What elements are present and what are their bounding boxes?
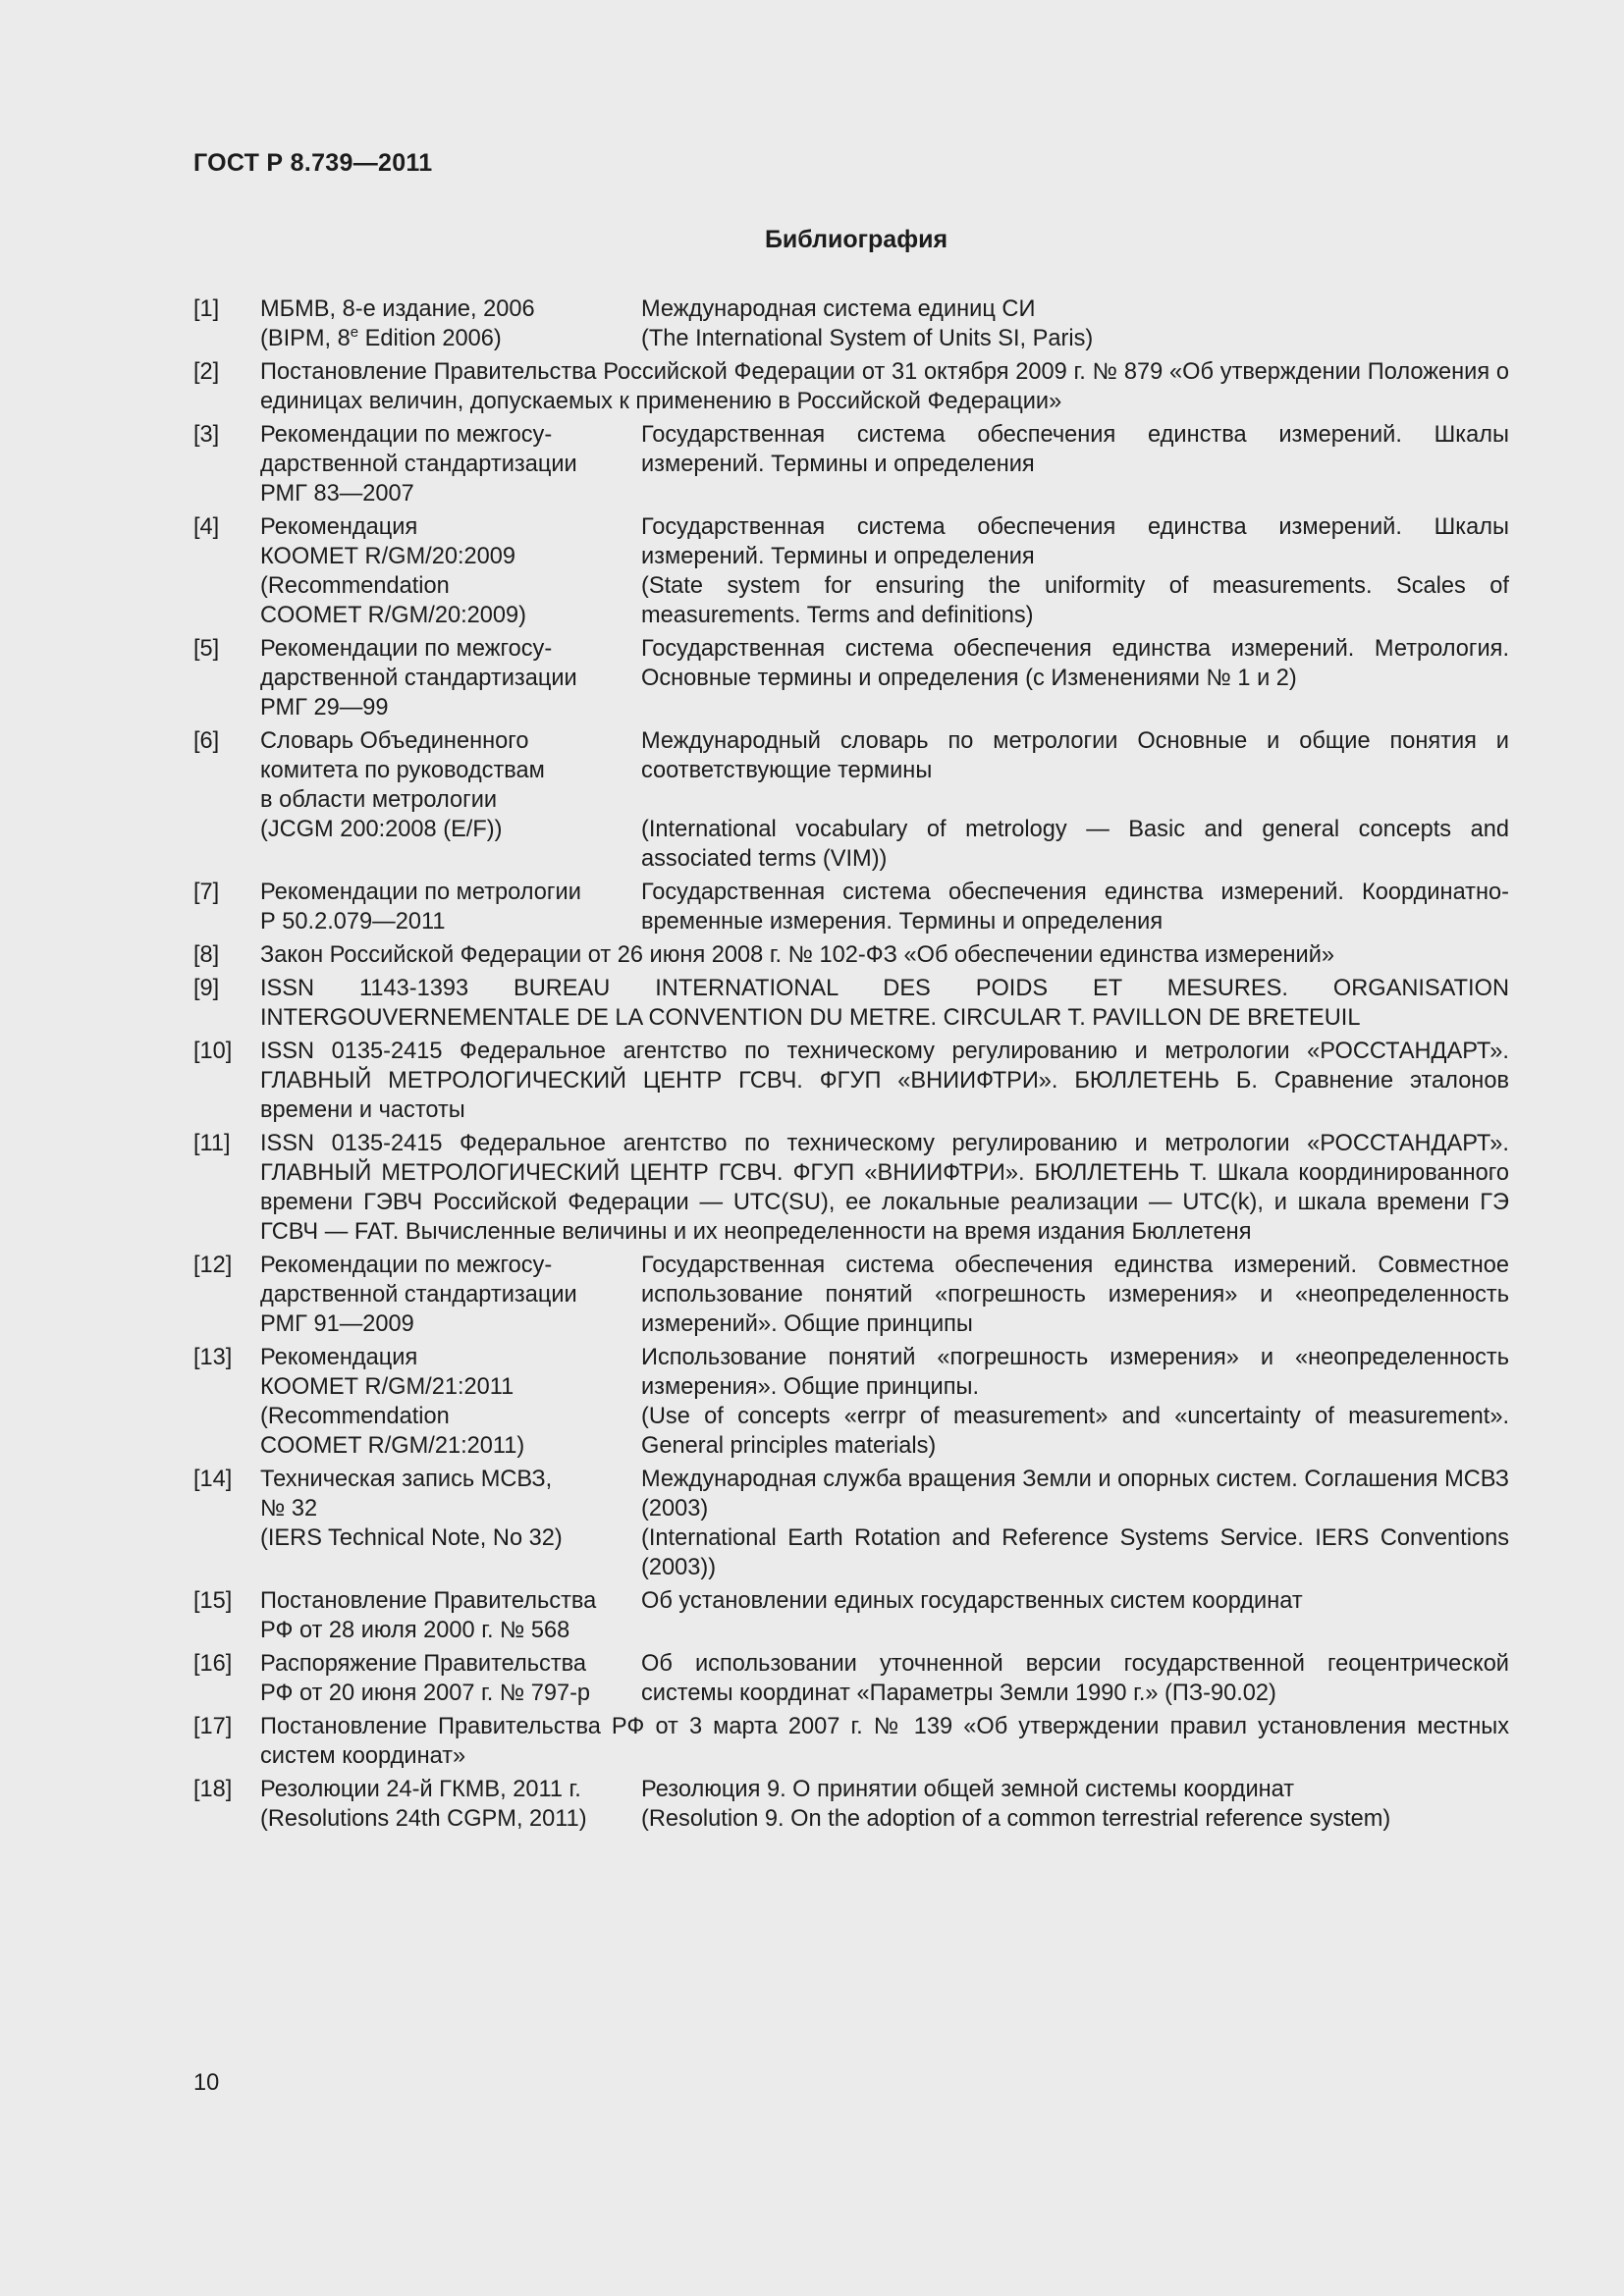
entry-text: ISSN 1143-1393 BUREAU INTERNATIONAL DES POIDS ET MESURES. ORGANISATION INTERGOUVERNEMENTALE DE LA CONVENTION DU METRE. CIRCULAR T. PAVILLON DE BRETEUIL (260, 976, 1509, 1031)
entry-source: Рекомендации по метрологии Р 50.2.079—2011 (260, 880, 581, 934)
entry-number: [12] (193, 1253, 233, 1278)
bib-entry (193, 1343, 1509, 1461)
entry-number: [18] (193, 1777, 233, 1802)
entry-number: [14] (193, 1467, 233, 1492)
bib-entry (193, 294, 1509, 353)
entry-source: Рекомендации по межгосу- дарственной стандартизации РМГ 91—2009 (260, 1253, 577, 1337)
bib-entry (193, 420, 1509, 508)
entry-source: Рекомендация КООМЕТ R/GM/21:2011 (Recommendation COOMET R/GM/21:2011) (260, 1345, 525, 1459)
entry-number: [7] (193, 880, 220, 905)
entry-description: Международная служба вращения Земли и опорных систем. Соглашения МСВЗ (2003) (International Earth Rotation and Reference Systems Service. IERS Conventions (2003)) (641, 1467, 1509, 1580)
entry-number: [15] (193, 1588, 233, 1614)
entry-description: Резолюция 9. О принятии общей земной системы координат (Resolution 9. On the adoption of a common terrestrial reference system) (641, 1777, 1391, 1832)
bib-entry (193, 878, 1509, 936)
bib-entry (193, 1037, 1509, 1125)
page-number: 10 (193, 2070, 220, 2096)
bib-entry (193, 940, 1509, 970)
entry-source: Рекомендации по межгосу- дарственной стандартизации РМГ 83—2007 (260, 422, 577, 507)
entry-text: Закон Российской Федерации от 26 июня 2008 г. № 102-ФЗ «Об обеспечении единства измерений» (260, 942, 1335, 968)
entry-number: [9] (193, 976, 220, 1001)
entry-source: Рекомендация КООМЕТ R/GM/20:2009 (Recommendation COOMET R/GM/20:2009) (260, 514, 526, 628)
entry-number: [3] (193, 422, 220, 448)
entry-text: ISSN 0135-2415 Федеральное агентство по техническому регулированию и метрологии «РОССТАНДАРТ». ГЛАВНЫЙ МЕТРОЛОГИЧЕСКИЙ ЦЕНТР ГСВЧ. ФГУП «ВНИИФТРИ». БЮЛЛЕТЕНЬ Т. Шкала координированного времени ГЭВЧ Российской Федерации — UTC(SU), ее локальные реализации — UTC(k), и шкала времени ГЭ ГСВЧ — FAT. Вычисленные величины и их неопределенности на время издания Бюллетеня (260, 1131, 1509, 1245)
bib-entry (193, 974, 1509, 1033)
entry-description: Использование понятий «погрешность измерения» и «неопределенность измерения». Общие принципы. (Use of concepts «errpr of measurement» and «uncertainty of measurement». General principles materials) (641, 1345, 1509, 1459)
entry-number: [17] (193, 1714, 233, 1739)
entry-number: [13] (193, 1345, 233, 1370)
bib-entry (193, 1586, 1509, 1645)
entry-text: Постановление Правительства РФ от 3 марта 2007 г. № 139 «Об утверждении правил установления местных систем координат» (260, 1714, 1509, 1769)
entry-description: Об использовании уточненной версии государственной геоцентрической системы координат «Параметры Земли 1990 г.» (ПЗ-90.02) (641, 1651, 1509, 1706)
entry-description: Государственная система обеспечения единства измерений. Шкалы измерений. Термины и определения (State system for ensuring the uniformity of measurements. Scales of measurements. Terms and definitions) (641, 514, 1509, 628)
entry-source: Резолюции 24-й ГКМВ, 2011 г. (Resolutions 24th CGPM, 2011) (260, 1777, 587, 1832)
entry-source: Постановление Правительства РФ от 28 июля 2000 г. № 568 (260, 1588, 597, 1643)
page-title: Библиография (764, 226, 948, 253)
bib-entry (193, 1712, 1509, 1771)
entry-source: Рекомендации по межгосу- дарственной стандартизации РМГ 29—99 (260, 636, 577, 721)
bib-entry (193, 1465, 1509, 1582)
entry-description: Государственная система обеспечения единства измерений. Метрология. Основные термины и определения (с Изменениями № 1 и 2) (641, 636, 1509, 691)
entry-number: [1] (193, 296, 220, 322)
entry-number: [2] (193, 359, 220, 385)
bib-entry (193, 726, 1509, 874)
entry-number: [11] (193, 1131, 231, 1156)
entry-source: Техническая запись МСВЗ, № 32 (IERS Technical Note, No 32) (260, 1467, 563, 1551)
entry-description: Государственная система обеспечения единства измерений. Совместное использование понятий «погрешность измерения» и «неопределенность измерений». Общие принципы (641, 1253, 1509, 1337)
bibliography-list (193, 294, 1509, 1838)
entry-number: [4] (193, 514, 220, 540)
entry-description: Государственная система обеспечения единства измерений. Шкалы измерений. Термины и определения (641, 422, 1509, 477)
entry-number: [5] (193, 636, 220, 662)
entry-description: Международный словарь по метрологии Основные и общие понятия и соответствующие термины (International vocabulary of metrology — Basic and general concepts and associated terms (VIM)) (641, 728, 1509, 872)
entry-source: МБМВ, 8-е издание, 2006 (BIPM, 8e Edition 2006) (260, 296, 535, 351)
bib-entry (193, 1251, 1509, 1339)
bib-entry (193, 634, 1509, 722)
bib-entry (193, 512, 1509, 630)
entry-source: Распоряжение Правительства РФ от 20 июня 2007 г. № 797-р (260, 1651, 591, 1706)
document-code: ГОСТ Р 8.739—2011 (193, 149, 433, 177)
entry-number: [8] (193, 942, 220, 968)
entry-description: Государственная система обеспечения единства измерений. Координатно-временные измерения. Термины и определения (641, 880, 1509, 934)
entry-number: [10] (193, 1039, 233, 1064)
entry-text: Постановление Правительства Российской Федерации от 31 октября 2009 г. № 879 «Об утверждении Положения о единицах величин, допускаемых к применению в Российской Федерации» (260, 359, 1509, 414)
bib-entry (193, 1129, 1509, 1247)
bib-entry (193, 1775, 1509, 1834)
bib-entry (193, 1649, 1509, 1708)
entry-source: Словарь Объединенного комитета по руководствам в области метрологии (JCGM 200:2008 (E/F)) (260, 728, 545, 842)
entry-text: ISSN 0135-2415 Федеральное агентство по техническому регулированию и метрологии «РОССТАНДАРТ». ГЛАВНЫЙ МЕТРОЛОГИЧЕСКИЙ ЦЕНТР ГСВЧ. ФГУП «ВНИИФТРИ». БЮЛЛЕТЕНЬ Б. Сравнение эталонов времени и частоты (260, 1039, 1509, 1123)
entry-number: [16] (193, 1651, 233, 1677)
entry-number: [6] (193, 728, 220, 754)
bib-entry (193, 357, 1509, 416)
entry-description: Об установлении единых государственных систем координат (641, 1588, 1303, 1614)
entry-description: Международная система единиц СИ (The International System of Units SI, Paris) (641, 296, 1094, 351)
